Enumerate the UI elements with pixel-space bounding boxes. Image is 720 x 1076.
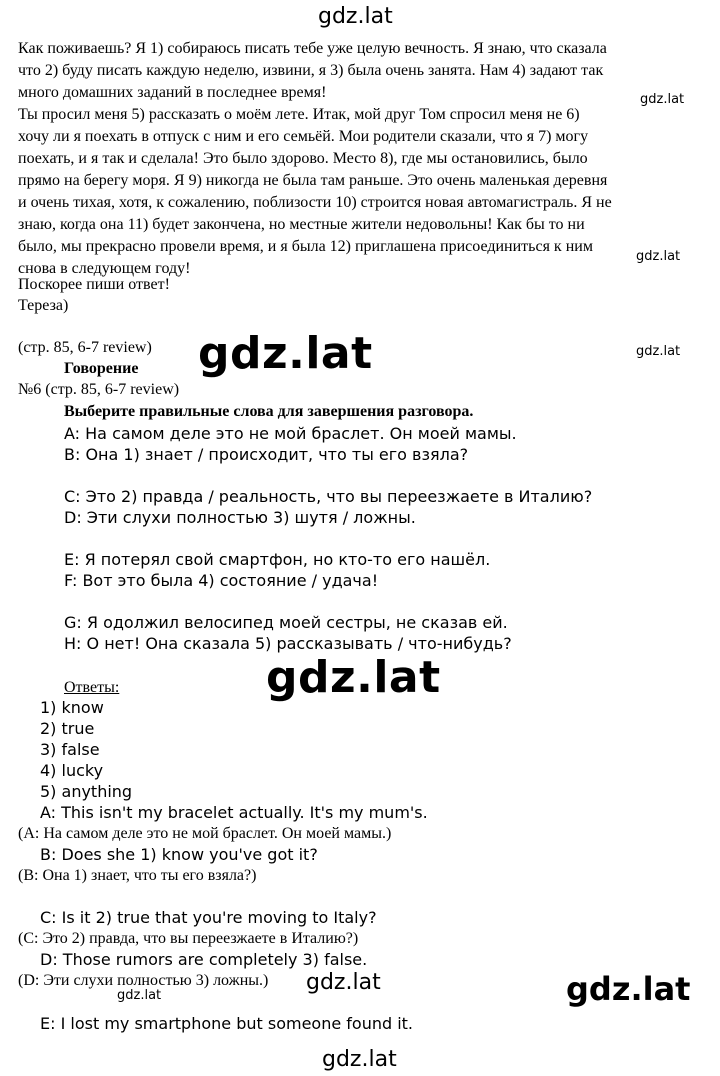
watermark-small: gdz.lat [640, 92, 685, 107]
watermark-large: gdz.lat [198, 328, 373, 379]
answers-title: Ответы: [64, 679, 120, 696]
letter-line: было, мы прекрасно провели время, и я была 12) приглашена присоединиться к ним [18, 238, 593, 255]
watermark-top: gdz.lat [318, 4, 393, 29]
translation-line: E: I lost my smartphone but someone found it. [40, 1014, 414, 1033]
translation-line: A: This isn't my bracelet actually. It's my mum's. [40, 803, 428, 822]
answer-item: 3) false [40, 740, 100, 759]
dialogue-line: D: Эти слухи полностью 3) шутя / ложны. [64, 508, 416, 527]
translation-line: D: Those rumors are completely 3) false. [40, 950, 368, 969]
watermark-small: gdz.lat [117, 988, 162, 1003]
watermark-small: gdz.lat [636, 344, 681, 359]
watermark-large: gdz.lat [266, 652, 441, 703]
translation-line: (C: Это 2) правда, что вы переезжаете в Италию?) [18, 930, 359, 947]
translation-line: (B: Она 1) знает, что ты его взяла?) [18, 867, 257, 884]
letter-line: хочу ли я поехать в отпуск с ним и его семьёй. Мои родители сказали, что я 7) могу [18, 128, 589, 145]
watermark-medium: gdz.lat [306, 970, 381, 995]
dialogue-line: H: О нет! Она сказала 5) рассказывать / что-нибудь? [64, 634, 512, 653]
watermark-small: gdz.lat [636, 249, 681, 264]
dialogue-line: E: Я потерял свой смартфон, но кто-то его нашёл. [64, 550, 491, 569]
task-instruction: Выберите правильные слова для завершения разговора. [64, 403, 474, 420]
letter-line: Поскорее пиши ответ! [18, 276, 170, 293]
letter-line: прямо на берегу моря. Я 9) никогда не была там раньше. Это очень маленькая деревня [18, 172, 608, 189]
letter-line: поехать, и я так и сделала! Это было здорово. Место 8), где мы остановились, было [18, 150, 588, 167]
letter-line: знаю, когда она 11) будет закончена, но местные жители недовольны! Как бы то ни [18, 216, 585, 233]
watermark-bottom: gdz.lat [322, 1047, 397, 1072]
dialogue-line: B: Она 1) знает / происходит, что ты его взяла? [64, 445, 469, 464]
letter-line: Как поживаешь? Я 1) собираюсь писать тебе уже целую вечность. Я знаю, что сказала [18, 40, 607, 57]
task-number: №6 (стр. 85, 6-7 review) [18, 381, 180, 398]
translation-line: C: Is it 2) true that you're moving to Italy? [40, 908, 377, 927]
letter-line: Ты просил меня 5) рассказать о моём лете. Итак, мой друг Том спросил меня не 6) [18, 106, 580, 123]
translation-line: B: Does she 1) know you've got it? [40, 845, 318, 864]
answer-item: 1) know [40, 698, 104, 717]
dialogue-line: A: На самом деле это не мой браслет. Он моей мамы. [64, 424, 517, 443]
answer-item: 5) anything [40, 782, 133, 801]
translation-line: (A: На самом деле это не мой браслет. Он моей мамы.) [18, 825, 392, 842]
watermark-right: gdz.lat [566, 970, 691, 1008]
dialogue-line: G: Я одолжил велосипед моей сестры, не сказав ей. [64, 613, 508, 632]
section-title: Говорение [64, 360, 139, 377]
dialogue-line: F: Вот это была 4) состояние / удача! [64, 571, 379, 590]
dialogue-line: C: Это 2) правда / реальность, что вы переезжаете в Италию? [64, 487, 593, 506]
page-reference: (стр. 85, 6-7 review) [18, 339, 152, 356]
letter-line: что 2) буду писать каждую неделю, извини, я 3) была очень занята. Нам 4) задают так [18, 62, 604, 79]
answer-item: 4) lucky [40, 761, 104, 780]
translation-line: (D: Эти слухи полностью 3) ложны.) [18, 972, 269, 989]
letter-line: много домашних заданий в последнее время! [18, 84, 327, 101]
letter-line: и очень тихая, хотя, к сожалению, поблизости 10) строится новая автомагистраль. Я не [18, 194, 612, 211]
letter-line: Тереза) [18, 297, 69, 314]
letter-line: снова в следующем году! [18, 260, 191, 277]
answer-item: 2) true [40, 719, 95, 738]
